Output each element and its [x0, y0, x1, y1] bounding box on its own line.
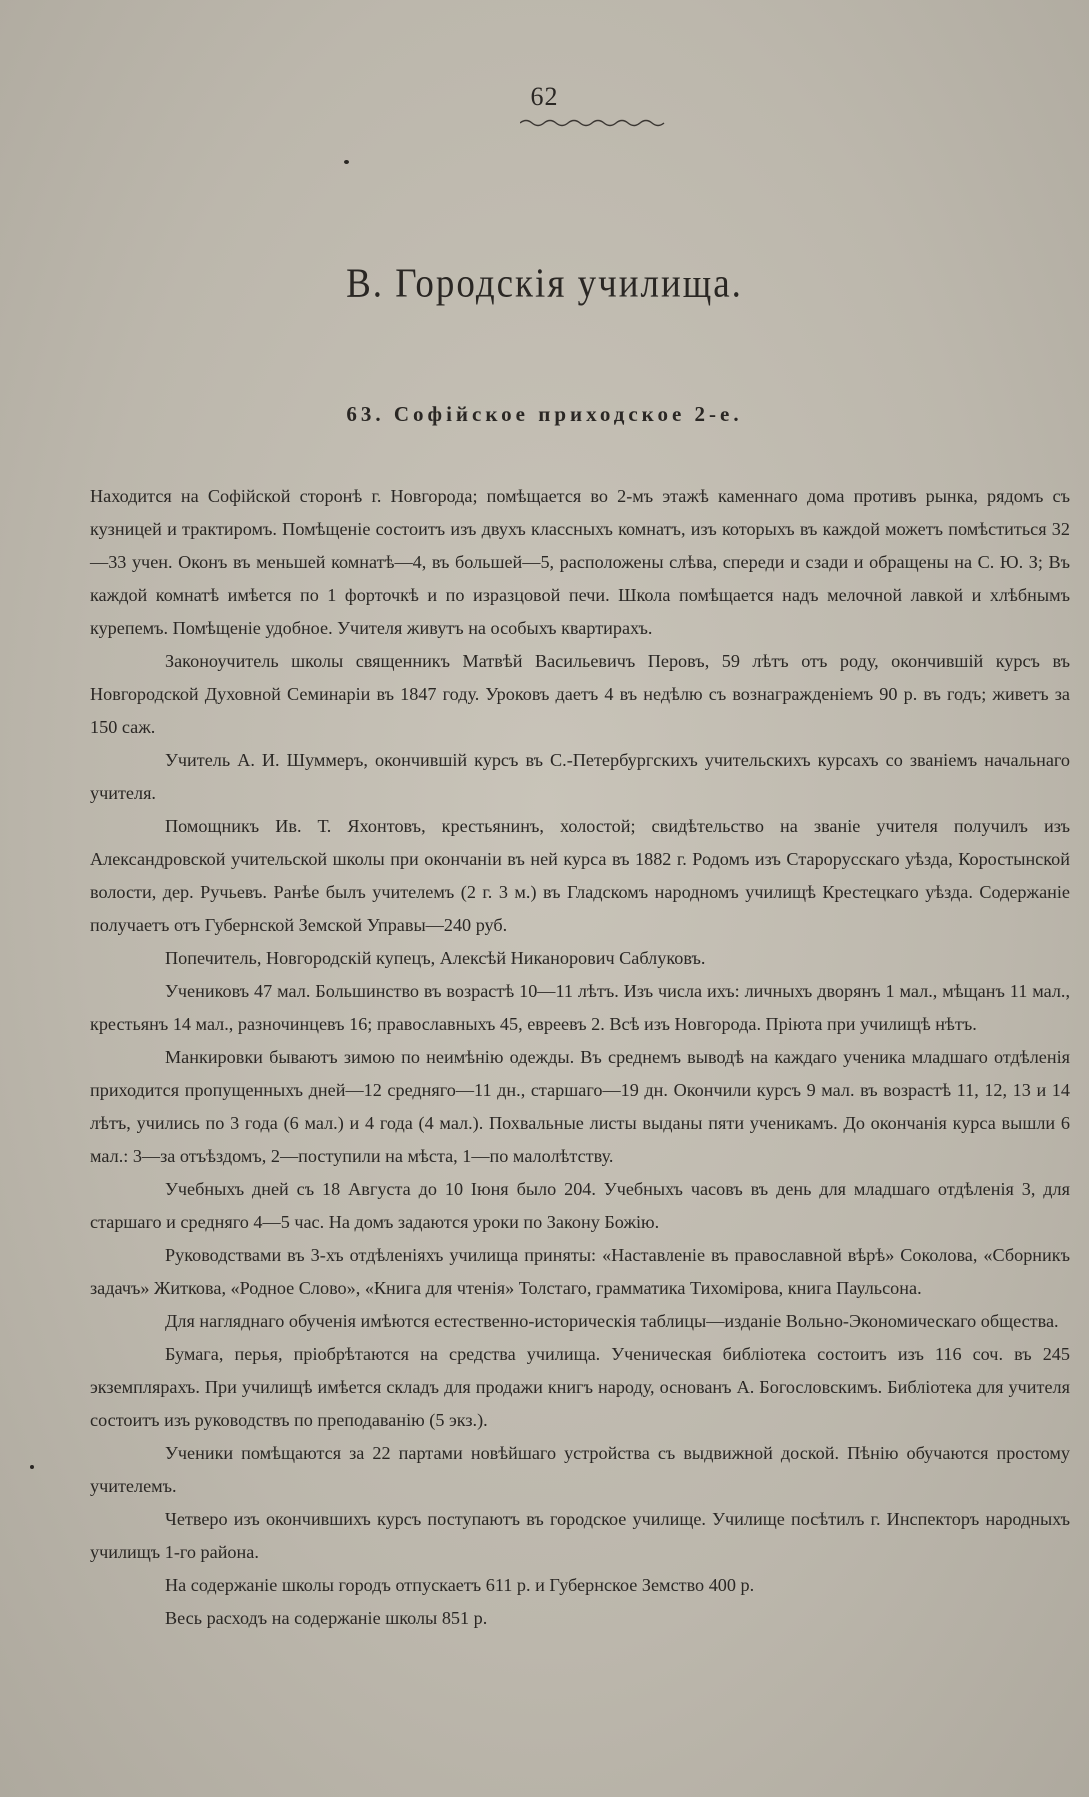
paragraph-library: Бумага, перья, пріобрѣтаются на средства училища. Ученическая библіотека состоитъ изъ 116 соч. въ 245 экземплярахъ. При училищѣ имѣется складъ для продажи книгъ народу, основанъ А. Богословскимъ. Библіотека для учителя состоитъ изъ руководствъ по преподаванію (5 экз.). [90, 1344, 1070, 1430]
paragraph-pupils: Учениковъ 47 мал. Большинство въ возрастѣ 10—11 лѣтъ. Изъ числа ихъ: личныхъ дворянъ 1 мал., мѣщанъ 11 мал., крестьянъ 14 мал., разночинцевъ 16; православныхъ 45, евреевъ 2. Всѣ изъ Новгорода. Пріюта при училищѣ нѣтъ. [90, 981, 1070, 1034]
paragraph-total-expense: Весь расходъ на содержаніе школы 851 р. [165, 1608, 488, 1628]
school-heading: 63. Софійское приходское 2-е. [346, 402, 743, 426]
paragraph-textbooks: Руководствами въ 3-хъ отдѣленіяхъ училища приняты: «Наставленіе въ православной вѣрѣ» Соколова, «Сборникъ задачъ» Житкова, «Родное Слово», «Книга для чтенія» Толстаго, грамматика Тихомірова, книга Паульсона. [90, 1245, 1070, 1298]
paragraph-trustee: Попечитель, Новгородскій купецъ, Алексѣй Никанорович Саблуковъ. [165, 948, 706, 968]
page-number: 62 [530, 82, 559, 111]
paragraph-visual-aids: Для нагляднаго обученія имѣются естественно-историческія таблицы—изданіе Вольно-Экономическаго общества. [165, 1311, 1059, 1331]
paragraph-school-days: Учебныхъ дней съ 18 Августа до 10 Іюня было 204. Учебныхъ часовъ въ день для младшаго отдѣленія 3, для старшаго и средняго 4—5 час. На домъ задаются уроки по Закону Божію. [90, 1179, 1070, 1232]
paragraph-teacher: Учитель А. И. Шуммеръ, окончившій курсъ въ С.-Петербургскихъ учительскихъ курсахъ со званіемъ начальнаго учителя. [90, 750, 1070, 803]
paragraph-graduates: Четверо изъ окончившихъ курсъ поступаютъ въ городское училище. Училище посѣтилъ г. Инспекторъ народныхъ училищъ 1-го района. [90, 1509, 1070, 1562]
paragraph-law-teacher: Законоучитель школы священникъ Матвѣй Васильевичъ Перовъ, 59 лѣтъ отъ роду, окончившій курсъ въ Новгородской Духовной Семинаріи въ 1847 году. Уроковъ даетъ 4 въ недѣлю съ вознагражденіемъ 90 р. въ годъ; живетъ за 150 саж. [90, 651, 1070, 737]
paragraph-funding: На содержаніе школы городъ отпускаетъ 611 р. и Губернское Земство 400 р. [165, 1575, 755, 1595]
body-text [90, 480, 1070, 1635]
paragraph-assistant: Помощникъ Ив. Т. Яхонтовъ, крестьянинъ, холостой; свидѣтельство на званіе учителя получилъ изъ Александровской учительской школы при окончаніи въ ней курса въ 1882 г. Родомъ изъ Старорусскаго уѣзда, Коростынской волости, дер. Ручьевъ. Ранѣе былъ учителемъ (2 г. 3 м.) въ Гладскомъ народномъ училищѣ Крестецкаго уѣзда. Содержаніе получаетъ отъ Губернской Земской Управы—240 руб. [90, 816, 1070, 935]
paragraph-location: Находится на Софійской сторонѣ г. Новгорода; помѣщается во 2-мъ этажѣ каменнаго дома противъ рынка, рядомъ съ кузницей и трактиромъ. Помѣщеніе состоитъ изъ двухъ классныхъ комнатъ, изъ которыхъ въ каждой можетъ помѣститься 32—33 учен. Оконъ въ меньшей комнатѣ—4, въ большей—5, расположены слѣва, спереди и сзади и обращены на С. Ю. З; Въ каждой комнатѣ имѣется по 1 форточкѣ и по изразцовой печи. Школа помѣщается надъ мелочной лавкой и хлѣбнымъ курепемъ. Помѣщеніе удобное. Учителя живутъ на особыхъ квартирахъ. [90, 486, 1070, 638]
ink-speck [344, 160, 349, 164]
ink-speck [30, 1465, 34, 1469]
paragraph-desks: Ученики помѣщаются за 22 партами новѣйшаго устройства съ выдвижной доской. Пѣнію обучаются простому учителемъ. [90, 1443, 1070, 1496]
ornament-divider [520, 118, 670, 128]
section-title: В. Городскія училища. [346, 260, 743, 307]
paragraph-absences: Манкировки бываютъ зимою по неимѣнію одежды. Въ среднемъ выводѣ на каждаго ученика младшаго отдѣленія приходится пропущенныхъ дней—12 средняго—11 дн., старшаго—19 дн. Окончили курсъ 9 мал. въ возрастѣ 11, 12, 13 и 14 лѣтъ, учились по 3 года (6 мал.) и 4 года (4 мал.). Похвальные листы выданы пяти ученикамъ. До окончанія курса вышли 6 мал.: 3—за отъѣздомъ, 2—поступили на мѣста, 1—по малолѣтству. [90, 1047, 1070, 1166]
